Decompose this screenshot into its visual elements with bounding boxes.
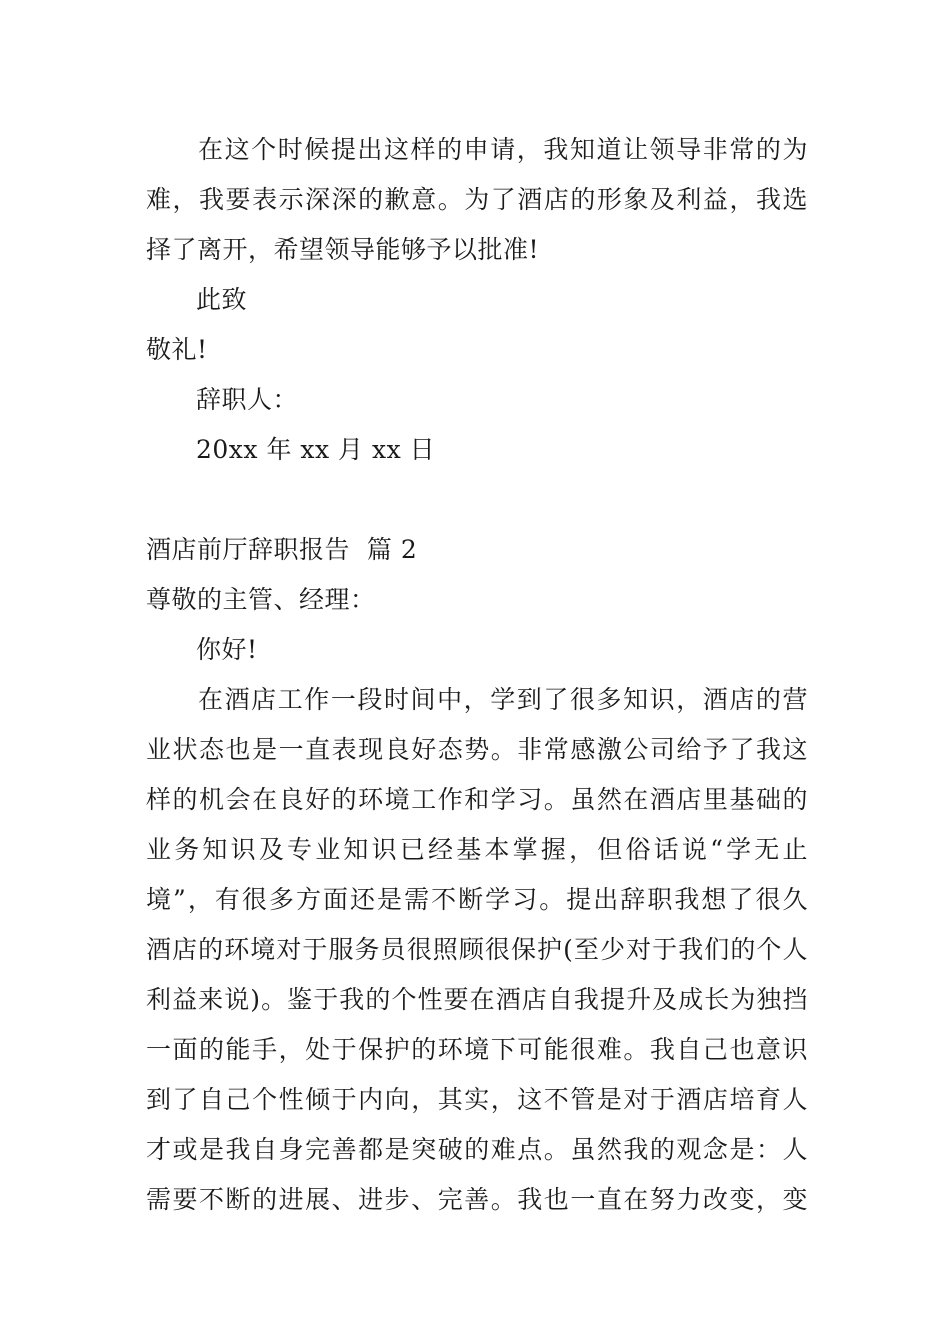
paragraph-line: 样的机会在良好的环境工作和学习。虽然在酒店里基础的	[146, 785, 808, 814]
paragraph-line: 到了自己个性倾于内向，其实，这不管是对于酒店培育人	[146, 1085, 808, 1114]
closing-salutation: 此致	[196, 285, 248, 314]
signature-date: 20xx 年 xx 月 xx 日	[196, 435, 436, 464]
paragraph-line: 需要不断的进展、进步、完善。我也一直在努力改变，变	[146, 1185, 808, 1214]
paragraph-line: 在酒店工作一段时间中，学到了很多知识，酒店的营	[198, 685, 808, 714]
paragraph-line: 一面的能手，处于保护的环境下可能很难。我自己也意识	[146, 1035, 808, 1064]
paragraph-line: 难，我要表示深深的歉意。为了酒店的形象及利益，我选	[146, 185, 808, 214]
paragraph-line: 择了离开，希望领导能够予以批准!	[146, 235, 540, 264]
greeting: 你好!	[196, 635, 258, 664]
paragraph-line: 才或是我自身完善都是突破的难点。虽然我的观念是：人	[146, 1135, 808, 1164]
paragraph-line: 境”，有很多方面还是需不断学习。提出辞职我想了很久	[146, 885, 808, 914]
paragraph-line: 在这个时候提出这样的申请，我知道让领导非常的为	[198, 135, 808, 164]
signer-label: 辞职人：	[196, 385, 299, 414]
closing-respect: 敬礼!	[146, 335, 208, 364]
paragraph-line: 酒店的环境对于服务员很照顾很保护(至少对于我们的个人	[146, 935, 808, 964]
paragraph-line: 利益来说)。鉴于我的个性要在酒店自我提升及成长为独挡	[146, 985, 808, 1014]
section-title: 酒店前厅辞职报告 篇 2	[146, 535, 418, 564]
paragraph-line: 业务知识及专业知识已经基本掌握，但俗话说“学无止	[146, 835, 808, 864]
paragraph-line: 业状态也是一直表现良好态势。非常感激公司给予了我这	[146, 735, 808, 764]
addressee: 尊敬的主管、经理：	[146, 585, 376, 614]
